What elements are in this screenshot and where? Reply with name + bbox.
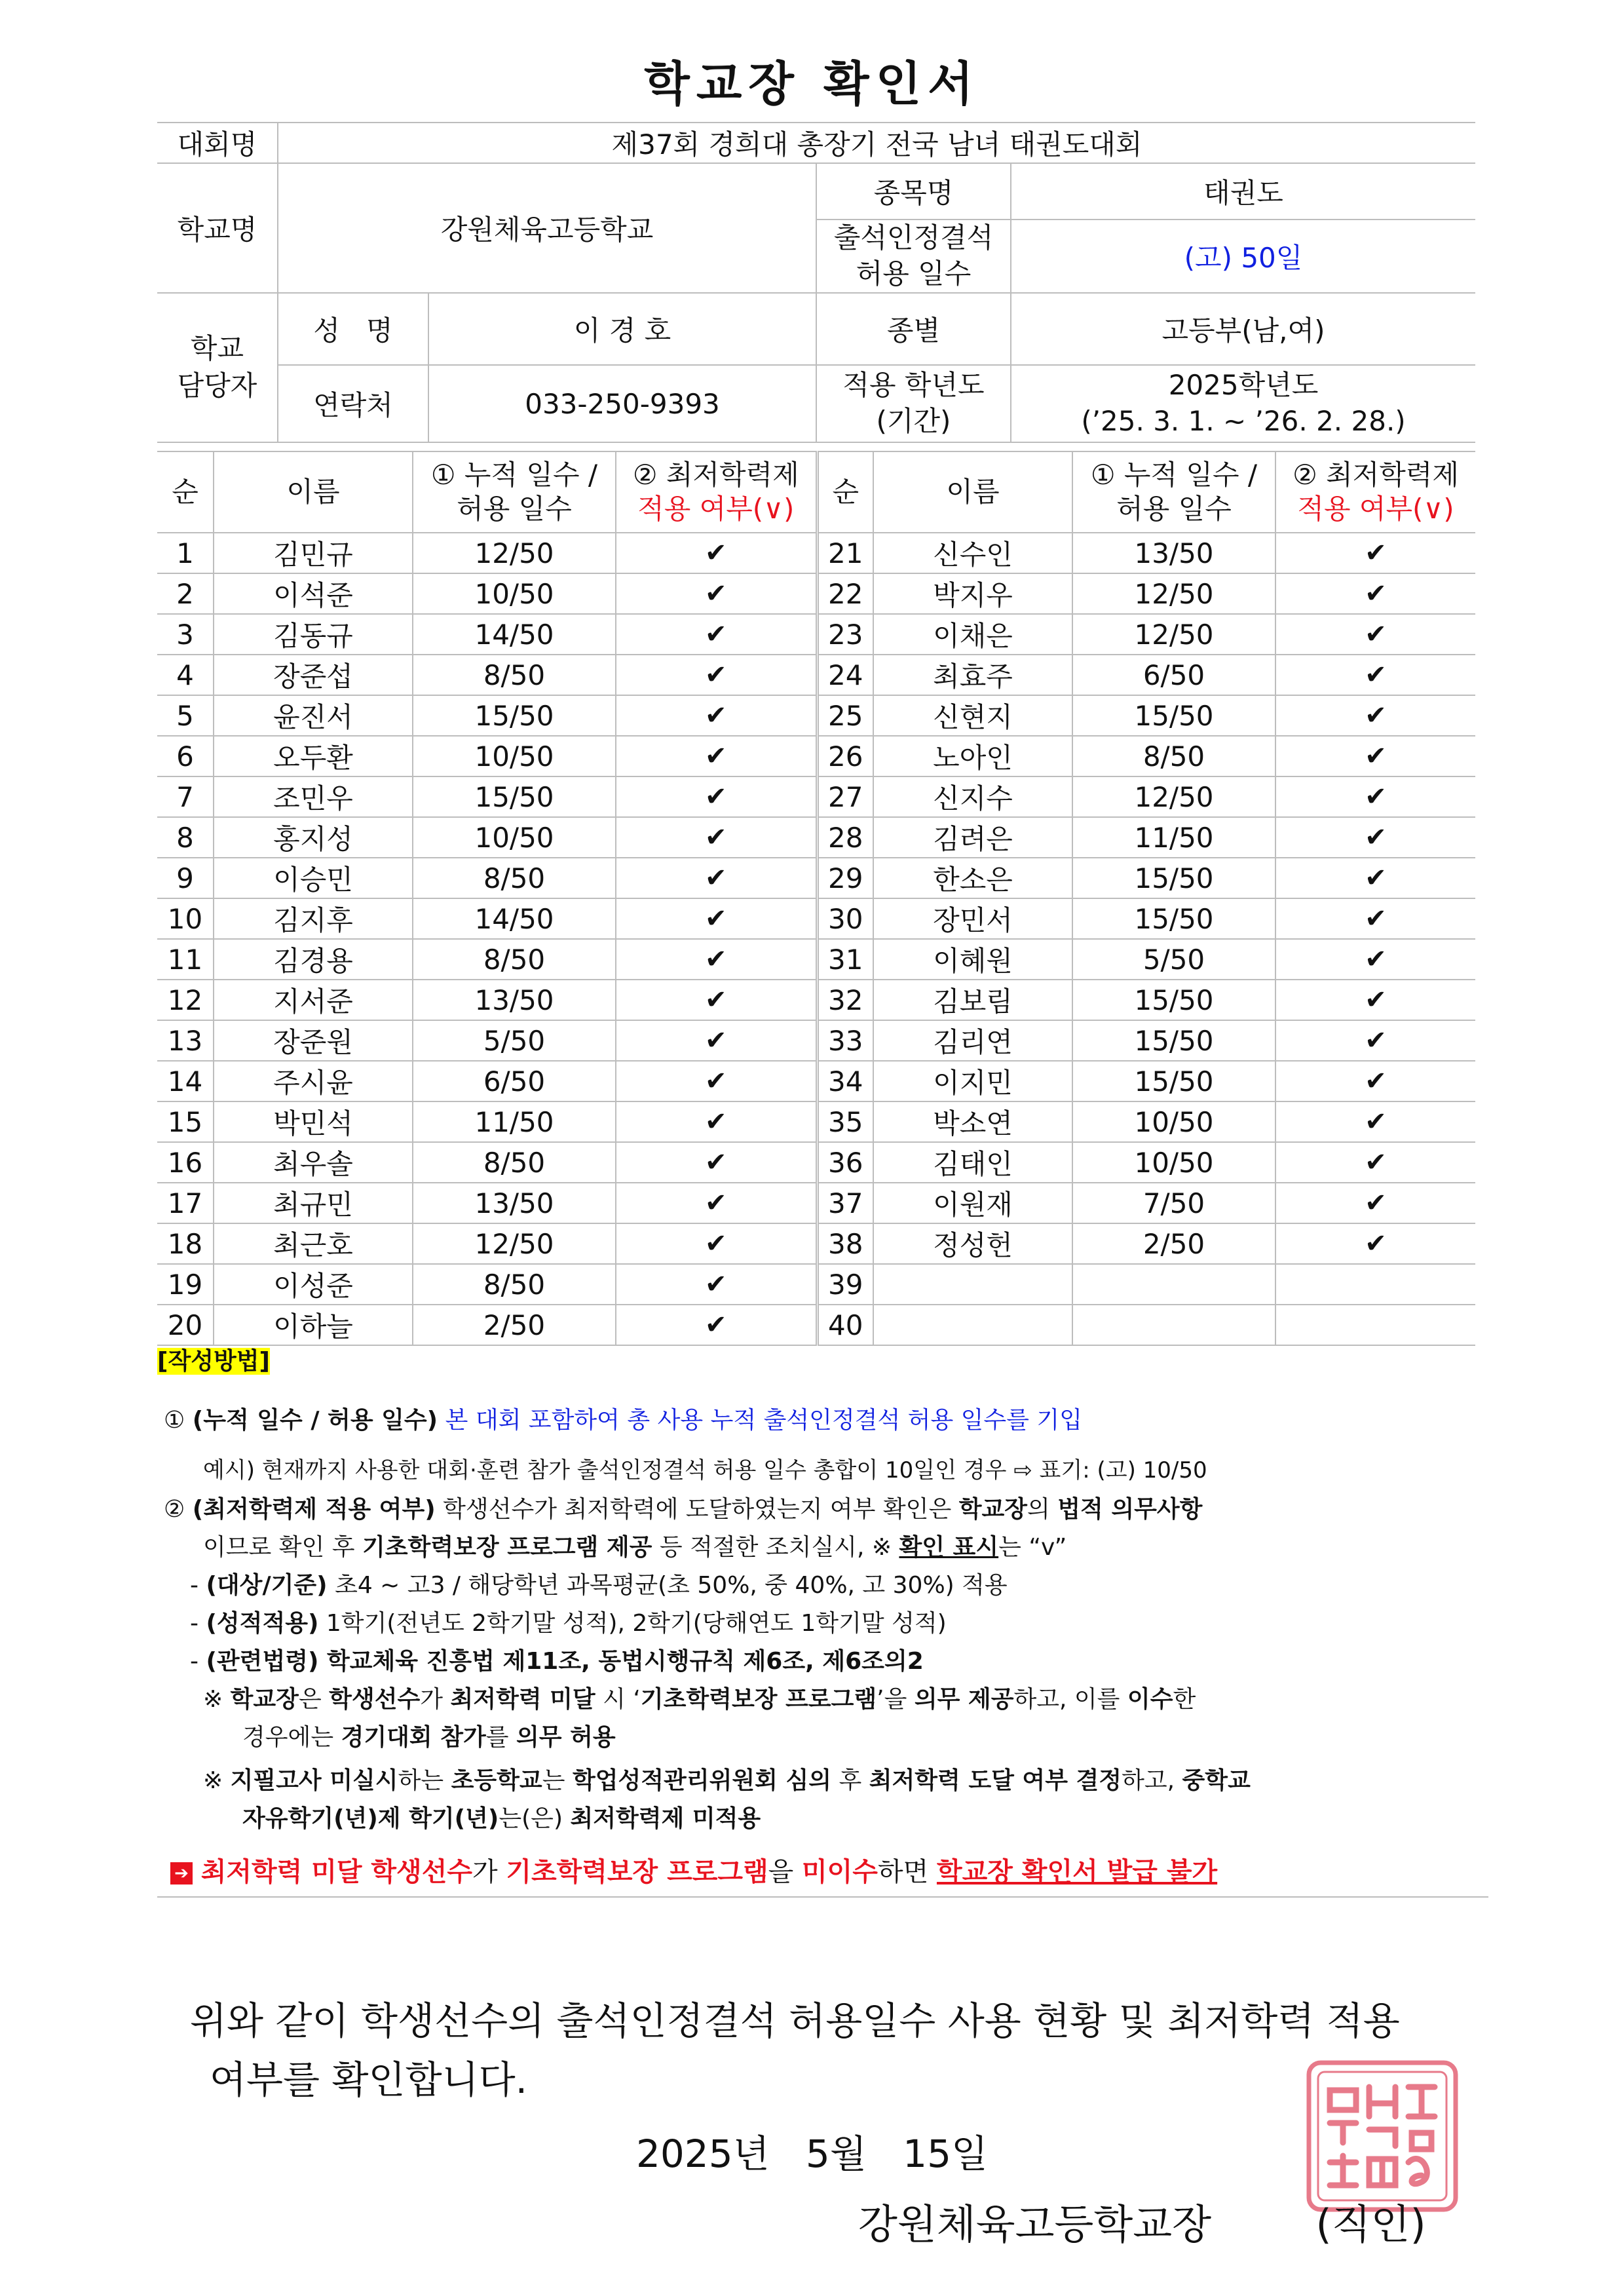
min-level-check: ✔ (616, 776, 817, 817)
attendance-days: 12/50 (413, 533, 616, 573)
min-level-check: ✔ (616, 736, 817, 776)
attendance-days: 5/50 (413, 1020, 616, 1061)
warning-arrow-icon: ➔ (170, 1862, 193, 1885)
row-number: 27 (817, 776, 873, 817)
attendance-days: 6/50 (1072, 655, 1275, 695)
row-number: 25 (817, 695, 873, 736)
table-row (157, 1020, 1475, 1061)
min-level-check: ✔ (1275, 898, 1475, 939)
student-name (873, 1305, 1072, 1345)
category-label: 종별 (816, 293, 1011, 365)
header-min-level: ② 최저학력제 적용 여부(∨) (616, 451, 817, 533)
table-row (157, 858, 1475, 898)
attendance-days: 2/50 (1072, 1223, 1275, 1264)
row-number: 31 (817, 939, 873, 980)
row-number: 15 (157, 1101, 214, 1142)
attendance-days: 15/50 (1072, 1020, 1275, 1061)
row-number: 39 (817, 1264, 873, 1305)
student-name: 이승민 (214, 858, 413, 898)
row-number: 26 (817, 736, 873, 776)
method-note-1-cont: 경우에는 경기대회 참가를 의무 허용 (242, 1724, 616, 1751)
roster-table (157, 451, 1475, 1346)
student-name: 홍지성 (214, 817, 413, 858)
year-label: 적용 학년도 (기간) (816, 365, 1011, 442)
roster-header (157, 451, 1475, 533)
student-name: 신수인 (873, 533, 1072, 573)
attendance-days: 8/50 (413, 858, 616, 898)
method-warning: ➔ 최저학력 미달 학생선수가 기초학력보장 프로그램을 미이수하면 학교장 확인서 발급 불가 (157, 1852, 1488, 1898)
min-level-check: ✔ (616, 858, 817, 898)
min-level-check: ✔ (1275, 1020, 1475, 1061)
header-name: 이름 (214, 451, 413, 533)
row-number: 40 (817, 1305, 873, 1345)
attendance-days: 14/50 (413, 898, 616, 939)
attendance-days: 15/50 (1072, 695, 1275, 736)
table-row (157, 736, 1475, 776)
min-level-check: ✔ (1275, 736, 1475, 776)
attendance-days: 11/50 (413, 1101, 616, 1142)
attendance-days (1072, 1264, 1275, 1305)
student-name: 오두환 (214, 736, 413, 776)
closing-line-1: 위와 같이 학생선수의 출석인정결석 허용일수 사용 현황 및 최저학력 적용 (190, 1999, 1400, 2043)
student-name: 이채은 (873, 614, 1072, 655)
attendance-days: 8/50 (413, 1264, 616, 1305)
attendance-days: 15/50 (413, 695, 616, 736)
attendance-days: 15/50 (1072, 858, 1275, 898)
attendance-days: 7/50 (1072, 1183, 1275, 1223)
student-name: 정성헌 (873, 1223, 1072, 1264)
min-level-check: ✔ (1275, 573, 1475, 614)
sport-label: 종목명 (816, 163, 1011, 220)
min-level-check: ✔ (616, 655, 817, 695)
row-number: 23 (817, 614, 873, 655)
student-name: 신지수 (873, 776, 1072, 817)
table-row (157, 1101, 1475, 1142)
attendance-days: 15/50 (1072, 980, 1275, 1020)
table-row (157, 1223, 1475, 1264)
min-level-check: ✔ (616, 573, 817, 614)
school-label: 학교명 (157, 163, 278, 293)
row-number: 30 (817, 898, 873, 939)
table-row (157, 898, 1475, 939)
attendance-days: 12/50 (1072, 776, 1275, 817)
table-row (157, 573, 1475, 614)
signature-line (858, 2192, 1426, 2250)
method-item-2-cont: 이므로 확인 후 기초학력보장 프로그램 제공 등 적절한 조치실시, ※ 확인 표시는 “v” (203, 1534, 1067, 1561)
min-level-check (1275, 1264, 1475, 1305)
row-number: 24 (817, 655, 873, 695)
min-level-check: ✔ (616, 817, 817, 858)
min-level-check: ✔ (616, 533, 817, 573)
row-number: 36 (817, 1142, 873, 1183)
min-level-check: ✔ (616, 1305, 817, 1345)
student-name: 이혜원 (873, 939, 1072, 980)
row-number: 8 (157, 817, 214, 858)
table-row (157, 614, 1475, 655)
student-name: 박민석 (214, 1101, 413, 1142)
attendance-days: 12/50 (413, 1223, 616, 1264)
header-no: 순 (817, 451, 873, 533)
student-name: 김려은 (873, 817, 1072, 858)
attendance-days: 8/50 (413, 1142, 616, 1183)
min-level-check: ✔ (616, 1101, 817, 1142)
row-number: 16 (157, 1142, 214, 1183)
row-number: 1 (157, 533, 214, 573)
name-label: 성 명 (278, 293, 428, 365)
row-number: 35 (817, 1101, 873, 1142)
row-number: 7 (157, 776, 214, 817)
min-level-check: ✔ (1275, 858, 1475, 898)
row-number: 18 (157, 1223, 214, 1264)
min-level-check: ✔ (1275, 817, 1475, 858)
min-level-check: ✔ (616, 1061, 817, 1101)
header-min-level: ② 최저학력제 적용 여부(∨) (1275, 451, 1475, 533)
table-row (157, 817, 1475, 858)
method-note-1: ※ 학교장은 학생선수가 최저학력 미달 시 ‘기초학력보장 프로그램’을 의무 제공하고, 이를 이수한 (203, 1686, 1196, 1713)
attendance-days: 15/50 (1072, 1061, 1275, 1101)
min-level-check: ✔ (616, 1264, 817, 1305)
attendance-days: 5/50 (1072, 939, 1275, 980)
method-item-2: ② (최저학력제 적용 여부) 학생선수가 최저학력에 도달하였는지 여부 확인은 학교장의 법적 의무사항 (164, 1496, 1203, 1523)
seal-label: (직인) (1315, 2200, 1426, 2248)
attendance-days: 8/50 (1072, 736, 1275, 776)
row-number: 19 (157, 1264, 214, 1305)
attendance-days: 2/50 (413, 1305, 616, 1345)
min-level-check: ✔ (1275, 655, 1475, 695)
row-number: 20 (157, 1305, 214, 1345)
student-name: 노아인 (873, 736, 1072, 776)
row-number: 34 (817, 1061, 873, 1101)
student-name: 주시윤 (214, 1061, 413, 1101)
header-days: ① 누적 일수 / 허용 일수 (1072, 451, 1275, 533)
student-name: 김태인 (873, 1142, 1072, 1183)
method-sub-1: - (대상/기준) 초4 ~ 고3 / 해당학년 과목평균(초 50%, 중 40%, 고 30%) 적용 (190, 1572, 1008, 1599)
min-level-check: ✔ (1275, 1142, 1475, 1183)
student-name: 장준섭 (214, 655, 413, 695)
table-row (157, 1183, 1475, 1223)
student-name: 조민우 (214, 776, 413, 817)
min-level-check: ✔ (1275, 980, 1475, 1020)
issue-date: 2025년 5월 15일 (635, 2132, 988, 2176)
attendance-days: 13/50 (1072, 533, 1275, 573)
min-level-check: ✔ (1275, 1183, 1475, 1223)
attendance-days: 8/50 (413, 939, 616, 980)
min-level-check: ✔ (1275, 614, 1475, 655)
attendance-days: 8/50 (413, 655, 616, 695)
row-number: 32 (817, 980, 873, 1020)
row-number: 21 (817, 533, 873, 573)
info-table (157, 122, 1475, 443)
student-name: 최규민 (214, 1183, 413, 1223)
min-level-check: ✔ (616, 898, 817, 939)
student-name: 최효주 (873, 655, 1072, 695)
student-name: 김경용 (214, 939, 413, 980)
student-name: 최우솔 (214, 1142, 413, 1183)
min-level-check: ✔ (1275, 939, 1475, 980)
row-number: 38 (817, 1223, 873, 1264)
min-level-check: ✔ (616, 980, 817, 1020)
row-number: 37 (817, 1183, 873, 1223)
attendance-days: 15/50 (1072, 898, 1275, 939)
row-number: 2 (157, 573, 214, 614)
student-name: 박소연 (873, 1101, 1072, 1142)
attendance-days: 14/50 (413, 614, 616, 655)
allowed-days-label: 출석인정결석 허용 일수 (816, 220, 1011, 293)
min-level-check: ✔ (616, 1020, 817, 1061)
sport-value: 태권도 (1011, 163, 1475, 220)
min-level-check: ✔ (616, 1223, 817, 1264)
row-number: 28 (817, 817, 873, 858)
contact-label: 연락처 (278, 365, 428, 442)
year-value: 2025학년도 (’25. 3. 1. ~ ’26. 2. 28.) (1011, 365, 1475, 442)
event-value: 제37회 경희대 총장기 전국 남녀 태권도대회 (278, 123, 1475, 163)
student-name: 이석준 (214, 573, 413, 614)
closing-line-2: 여부를 확인합니다. (210, 2057, 528, 2102)
student-name: 장민서 (873, 898, 1072, 939)
header-name: 이름 (873, 451, 1072, 533)
allowed-days-value: (고) 50일 (1011, 220, 1475, 293)
method-sub-2: - (성적적용) 1학기(전년도 2학기말 성적), 2학기(당해연도 1학기말 성적) (190, 1610, 947, 1637)
table-row (157, 1305, 1475, 1345)
attendance-days: 10/50 (413, 817, 616, 858)
table-row (157, 1142, 1475, 1183)
attendance-days: 10/50 (1072, 1142, 1275, 1183)
student-name: 김보림 (873, 980, 1072, 1020)
min-level-check: ✔ (1275, 695, 1475, 736)
row-number: 10 (157, 898, 214, 939)
contact-value: 033-250-9393 (428, 365, 816, 442)
attendance-days: 10/50 (1072, 1101, 1275, 1142)
attendance-days: 15/50 (413, 776, 616, 817)
table-row (157, 695, 1475, 736)
student-name: 이성준 (214, 1264, 413, 1305)
student-name: 이지민 (873, 1061, 1072, 1101)
manager-label: 학교 담당자 (157, 293, 278, 442)
row-number: 22 (817, 573, 873, 614)
method-note-2: ※ 지필고사 미실시하는 초등학교는 학업성적관리위원회 심의 후 최저학력 도달 여부 결정하고, 중학교 (203, 1767, 1251, 1794)
student-name: 지서준 (214, 980, 413, 1020)
method-sub-3: - (관련법령) 학교체육 진흥법 제11조, 동법시행규칙 제6조, 제6조의2 (190, 1648, 924, 1675)
row-number: 17 (157, 1183, 214, 1223)
row-number: 11 (157, 939, 214, 980)
table-row (157, 655, 1475, 695)
table-row (157, 980, 1475, 1020)
min-level-check: ✔ (616, 695, 817, 736)
row-number: 9 (157, 858, 214, 898)
table-row (157, 1264, 1475, 1305)
student-name: 김동규 (214, 614, 413, 655)
attendance-days: 12/50 (1072, 614, 1275, 655)
student-name: 박지우 (873, 573, 1072, 614)
min-level-check: ✔ (616, 1183, 817, 1223)
min-level-check (1275, 1305, 1475, 1345)
row-number: 3 (157, 614, 214, 655)
student-name: 김지후 (214, 898, 413, 939)
row-number: 6 (157, 736, 214, 776)
principal-name: 강원체육고등학교장 (858, 2200, 1212, 2248)
student-name: 이하늘 (214, 1305, 413, 1345)
header-no: 순 (157, 451, 214, 533)
attendance-days: 12/50 (1072, 573, 1275, 614)
method-item-1: ① (누적 일수 / 허용 일수) 본 대회 포함하여 총 사용 누적 출석인정결석 허용 일수를 기입 (164, 1407, 1082, 1434)
student-name: 이원재 (873, 1183, 1072, 1223)
student-name: 신현지 (873, 695, 1072, 736)
min-level-check: ✔ (616, 1142, 817, 1183)
category-value: 고등부(남,여) (1011, 293, 1475, 365)
student-name: 윤진서 (214, 695, 413, 736)
min-level-check: ✔ (1275, 776, 1475, 817)
table-row (157, 939, 1475, 980)
attendance-days: 10/50 (413, 736, 616, 776)
attendance-days: 6/50 (413, 1061, 616, 1101)
min-level-check: ✔ (616, 614, 817, 655)
row-number: 29 (817, 858, 873, 898)
min-level-check: ✔ (1275, 1061, 1475, 1101)
table-row (157, 1061, 1475, 1101)
row-number: 14 (157, 1061, 214, 1101)
method-note-2-cont: 자유학기(년)제 학기(년)는(은) 최저학력제 미적용 (242, 1805, 761, 1832)
school-value: 강원체육고등학교 (278, 163, 816, 293)
attendance-days (1072, 1305, 1275, 1345)
method-heading: [작성방법] (157, 1348, 271, 1375)
official-seal-icon (1304, 2057, 1461, 2215)
table-row (157, 533, 1475, 573)
row-number: 5 (157, 695, 214, 736)
row-number: 33 (817, 1020, 873, 1061)
method-heading-line (157, 1343, 1475, 1380)
attendance-days: 10/50 (413, 573, 616, 614)
student-name (873, 1264, 1072, 1305)
student-name: 최근호 (214, 1223, 413, 1264)
row-number: 12 (157, 980, 214, 1020)
attendance-days: 13/50 (413, 1183, 616, 1223)
row-number: 13 (157, 1020, 214, 1061)
min-level-check: ✔ (1275, 1101, 1475, 1142)
page-title: 학교장 확인서 (644, 56, 980, 111)
header-days: ① 누적 일수 / 허용 일수 (413, 451, 616, 533)
method-example: 예시) 현재까지 사용한 대회·훈련 참가 출석인정결석 허용 일수 총합이 10일인 경우 ⇨ 표기: (고) 10/50 (203, 1457, 1207, 1483)
name-value: 이 경 호 (428, 293, 816, 365)
min-level-check: ✔ (1275, 533, 1475, 573)
student-name: 장준원 (214, 1020, 413, 1061)
student-name: 김리연 (873, 1020, 1072, 1061)
min-level-check: ✔ (616, 939, 817, 980)
student-name: 김민규 (214, 533, 413, 573)
table-row (157, 776, 1475, 817)
student-name: 한소은 (873, 858, 1072, 898)
event-label: 대회명 (157, 123, 278, 163)
attendance-days: 11/50 (1072, 817, 1275, 858)
row-number: 4 (157, 655, 214, 695)
attendance-days: 13/50 (413, 980, 616, 1020)
min-level-check: ✔ (1275, 1223, 1475, 1264)
